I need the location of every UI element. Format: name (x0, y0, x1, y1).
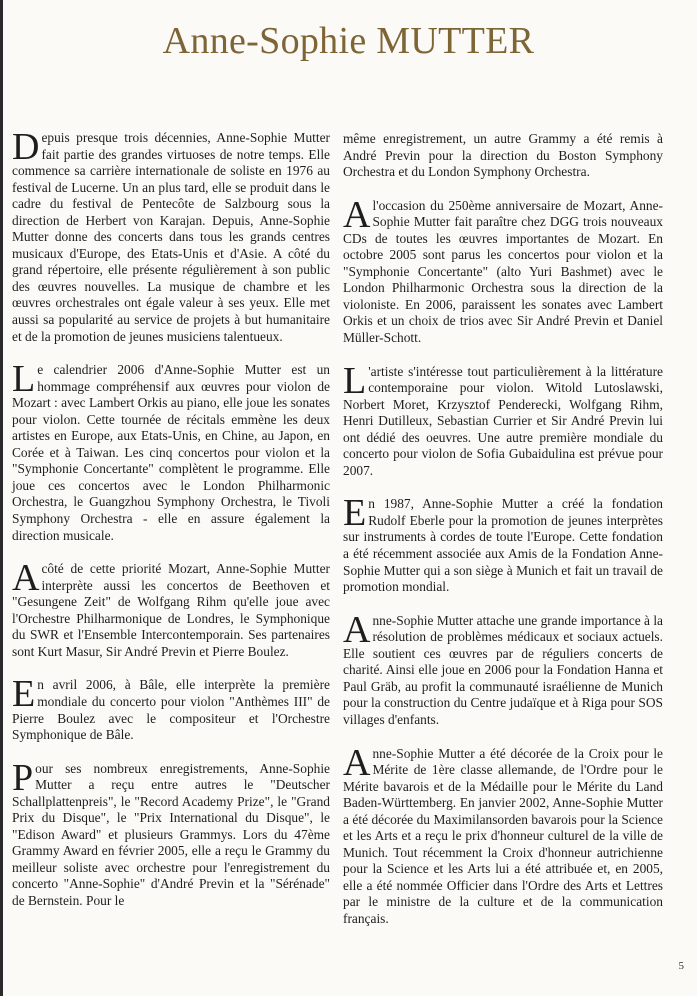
paragraph (12, 126, 330, 345)
paragraph (343, 193, 663, 347)
paragraph (343, 608, 663, 729)
left-column (12, 126, 330, 927)
paragraph-text: nne-Sophie Mutter a été décorée de la Croix pour le Mérite de 1ère classe allemande, de l'Ordre pour le Mérite bavarois et de la Médaille pour le Mérite du Land Baden-Württemberg. En janvier 2002, Anne-Sophie Mutter a été décorée du Maximilansorden bavarois pour la Science et les Arts et a reçu le prix d'honneur culturel de la ville de Munich. Tout récemment la Croix d'honneur autrichienne pour la Science et les Arts lui a été attribuée et, en 2005, elle a été nommée Officier dans l'Ordre des Arts et Lettres par le ministre de la culture et de la communication français. (343, 745, 663, 926)
paragraph-text: e calendrier 2006 d'Anne-Sophie Mutter est un hommage compréhensif aux œuvres pour violon de Mozart : avec Lambert Orkis au piano, elle joue les sonates pour violon. Cette tournée de récitals emmène les deux artistes en Europe, aux Etats-Unis, en Chine, au Japon, en Corée et à Taiwan. Les cinq concertos pour violon et la "Symphonie Concertante" complètent le programme. Elle joue ces concertos avec le London Philharmonic Orchestra, le Guangzhou Symphony Orchestra, le Tivoli Symphony Orchestra - elle en assure également la direction musicale. (12, 362, 330, 543)
paragraph-text: l'occasion du 250ème anniversaire de Mozart, Anne-Sophie Mutter fait paraître chez DGG trois nouveaux CDs de toutes les œuvres importantes de Mozart. En octobre 2005 sont parus les concertos pour violon et la "Symphonie Concertante" (alto Yuri Bashmet) avec le London Philharmonic Orchestra sous la direction de la violoniste. En 2006, paraissent les sonates avec Lambert Orkis et un choix de trios avec Sir André Previn et Daniel Müller-Schott. (343, 197, 663, 346)
paragraph (343, 741, 663, 928)
paragraph (12, 673, 330, 743)
paragraph (343, 492, 663, 595)
paragraph-text: epuis presque trois décennies, Anne-Sophie Mutter fait partie des grandes virtuoses de notre temps. Elle commence sa carrière internationale de soliste en 1976 au festival de Lucerne. Un an plus tard, elle se produit dans le cadre du festival de Pentecôte de Salzbourg sous la direction de Herbert von Karajan. Depuis, Anne-Sophie Mutter donne des concerts dans tous les grands centres musicaux d'Europe, des Etats-Unis et d'Asie. A côté du grand répertoire, elle présente régulièrement à son public des œuvres nouvelles. La musique de chambre et les œuvres orchestrales ont égale valeur à ses yeux. Elle met aussi sa popularité au service de projets à but humanitaire et de la promotion de jeunes musiciens talentueux. (12, 130, 330, 344)
paragraph (12, 358, 330, 544)
paragraph-text: n avril 2006, à Bâle, elle interprète la première mondiale du concerto pour violon "Anthèmes III" de Pierre Boulez avec le compositeur et l'Orchestre Symphonique de Bâle. (12, 677, 330, 743)
page-title: Anne-Sophie MUTTER (162, 20, 535, 62)
paragraph-text: côté de cette priorité Mozart, Anne-Sophie Mutter interprète aussi les concertos de Beethoven et "Gesungene Zeit" de Wolfgang Rihm qu'elle joue avec l'Orchestre Philharmonique de Londres, le Symphonique du SWR et l'Ensemble Intercontemporain. Ses partenaires sont Kurt Masur, Sir André Previn et Pierre Boulez. (12, 561, 330, 659)
paragraph-text: n 1987, Anne-Sophie Mutter a créé la fondation Rudolf Eberle pour la promotion de jeunes interprètes sur instruments à cordes de toute l'Europe. Cette fondation a été récemment associée aux Amis de la Fondation Anne-Sophie Mutter qui a son siège à Munich et fait un travail de promotion mondial. (343, 496, 663, 595)
drop-cap: E (343, 492, 367, 535)
drop-cap: P (12, 756, 34, 799)
drop-cap: A (343, 193, 371, 236)
drop-cap: A (343, 741, 371, 784)
drop-cap: L (12, 358, 36, 401)
drop-cap: D (12, 126, 40, 168)
drop-cap: E (12, 673, 36, 716)
paragraph (12, 557, 330, 660)
drop-cap: A (343, 608, 371, 651)
paragraph (343, 131, 663, 181)
paragraph (12, 756, 330, 910)
paragraph-text: 'artiste s'intéresse tout particulièrement à la littérature contemporaine pour violon. Witold Lutoslawski, Norbert Moret, Krzysztof Penderecki, Wolfgang Rihm, Henri Dutilleux, Sebastian Currier et Sir André Previn lui ont dédié des oeuvres. Une autre première mondiale du concerto pour violon de Sofia Gubaidulina est prévue pour 2007. (343, 363, 663, 478)
paragraph-text: our ses nombreux enregistrements, Anne-Sophie Mutter a reçu entre autres le "Deutscher Schallplattenpreis", le "Record Academy Prize", le "Grand Prix du Disque", le "Prix International du Disque", le "Edison Award" et plusieurs Grammys. Lors du 47ème Grammy Award en février 2005, elle a reçu le Grammy du meilleur soliste avec orchestre pour l'enregistrement du concerto "Anne-Sophie" d'André Previn et la "Sérénade" de Bernstein. Pour le (12, 760, 330, 908)
drop-cap: L (343, 359, 367, 402)
drop-cap: A (12, 557, 40, 600)
right-column (343, 131, 663, 945)
paragraph-text: même enregistrement, un autre Grammy a été remis à André Previn pour la direction du Boston Symphony Orchestra et du London Symphony Orchestra. (343, 131, 663, 180)
page-number: 5 (678, 960, 684, 972)
paragraph (343, 359, 663, 480)
page-edge (0, 0, 3, 996)
paragraph-text: nne-Sophie Mutter attache une grande importance à la résolution de problèmes médicaux et sociaux actuels. Elle soutient ces œuvres par de réguliers concerts de charité. Ainsi elle joue en 2006 pour la Fondation Hanna et Paul Gräb, au profit la communauté israélienne de Munich pour la construction du Centre judaïque et à Riga pour SOS villages d'enfants. (343, 612, 663, 727)
